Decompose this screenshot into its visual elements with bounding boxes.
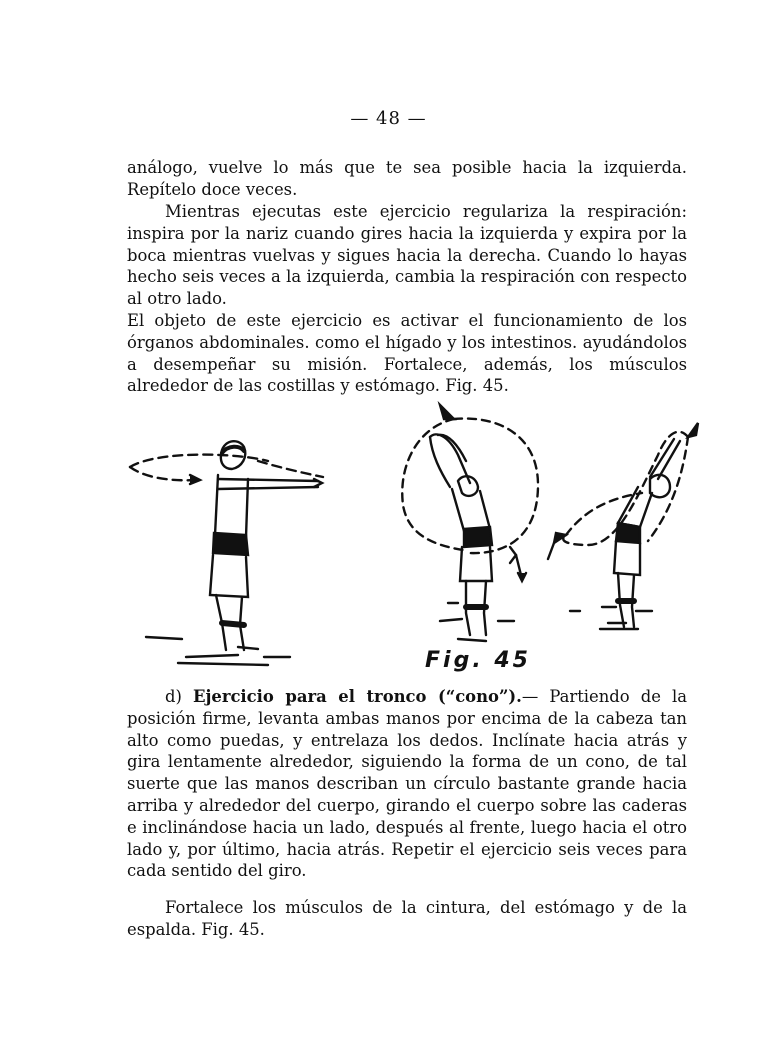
- figure-arms-overhead: [402, 405, 538, 641]
- paragraph-cone-exercise: [127, 686, 687, 882]
- paragraph-benefits: Fortalece los músculos de la cintura, del estómago y de la espalda. Fig. 45.: [127, 898, 687, 939]
- figure-caption: Fig. 45: [425, 648, 531, 673]
- exercise-title: Ejercicio para el tronco (“cono”).: [192, 687, 522, 706]
- paragraph-breathing: Mientras ejecutas este ejercicio regulariza la respiración: inspira por la nariz cuando gires hacia la izquierda y expira por la boca mientras vuelvas y sigues hacia la derecha. Cuando lo hayas hecho seis veces a la izquierda, cambia la respiración con respecto al otro lado.: [127, 202, 687, 309]
- exercise-description: — Partiendo de la posición firme, levanta ambas manos por encima de la cabeza tan alto como puedas, y entrelaza los dedos. Inclínate hacia atrás y gira lentamente alrededor, siguiendo la forma de un cono, de tal suerte que las manos describan un círculo bastante grande hacia arriba y alrededor del cuerpo, girando el cuerpo sobre las caderas e inclinándose hacia un lado, después al frente, luego hacia el otro lado y, por último, hacia atrás. Repetir el ejercicio seis veces para cada sentido del giro.: [127, 687, 688, 881]
- page-number: — 48 —: [350, 108, 427, 129]
- figure-arms-forward: [130, 441, 323, 665]
- figure-leaning-back: [548, 423, 698, 629]
- exercise-illustration: [118, 395, 708, 685]
- paragraph-purpose: El objeto de este ejercicio es activar el funcionamiento de los órganos abdominales. como el hígado y los intestinos. ayudándolos a desempeñar su misión. Fortalece, además, los músculos alrededor de las costillas y estómago. Fig. 45.: [127, 311, 687, 396]
- paragraph-continuation: análogo, vuelve lo más que te sea posible hacia la izquierda. Repítelo doce veces.: [127, 158, 687, 199]
- section-letter: d): [165, 687, 193, 706]
